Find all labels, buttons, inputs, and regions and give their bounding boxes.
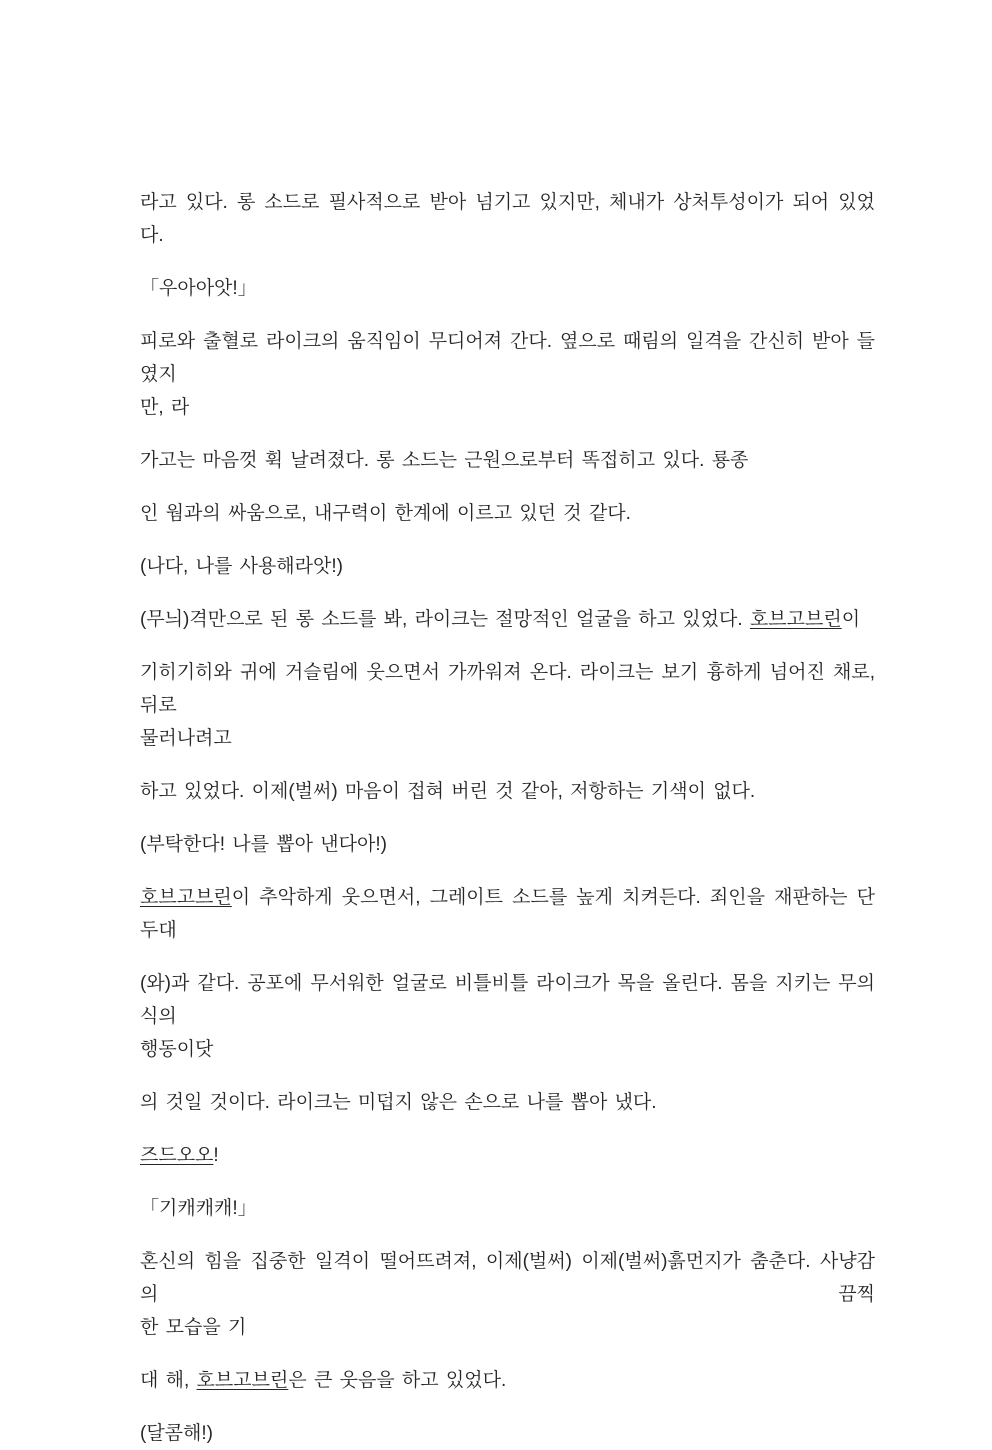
paragraph bbox=[140, 325, 875, 424]
text-line bbox=[140, 391, 875, 424]
text-line bbox=[140, 550, 875, 583]
paragraph bbox=[140, 1139, 875, 1172]
paragraph bbox=[140, 550, 875, 583]
text-segment: 은 큰 웃음을 하고 있었다. bbox=[288, 1370, 507, 1391]
paragraph bbox=[140, 1364, 875, 1397]
text-line bbox=[140, 1192, 875, 1225]
text-line bbox=[140, 775, 875, 808]
text-segment: 대 해, bbox=[140, 1370, 197, 1391]
text-segment: 만, 라 bbox=[140, 397, 190, 418]
text-line bbox=[140, 881, 875, 947]
text-segment: 기히기히와 귀에 거슬림에 웃으면서 가까워져 온다. 라이크는 보기 흉하게 넘어진 채로, 뒤로 bbox=[140, 662, 875, 716]
paragraph bbox=[140, 881, 875, 947]
paragraph bbox=[140, 828, 875, 861]
paragraph bbox=[140, 656, 875, 755]
text-line bbox=[140, 603, 875, 636]
text-segment: 가고는 마음껏 휙 날려졌다. 롱 소드는 근원으로부터 똑접히고 있다. 룡종 bbox=[140, 450, 749, 471]
text-line bbox=[140, 828, 875, 861]
paragraph bbox=[140, 444, 875, 477]
underlined-text: 호브고브린 bbox=[749, 609, 842, 630]
paragraph bbox=[140, 497, 875, 530]
text-segment: (달콤해!) bbox=[140, 1423, 213, 1444]
text-line bbox=[140, 1033, 875, 1066]
text-line bbox=[140, 1139, 875, 1172]
text-line bbox=[140, 967, 875, 1033]
text-segment: 라고 있다. 롱 소드로 필사적으로 받아 넘기고 있지만, 체내가 상처투성이가 되어 있었다. bbox=[140, 192, 875, 246]
text-segment: 물러나려고 bbox=[140, 728, 232, 749]
text-segment: 의 것일 것이다. 라이크는 미덥지 않은 손으로 나를 뽑아 냈다. bbox=[140, 1092, 657, 1113]
text-line bbox=[140, 1086, 875, 1119]
document-text-body bbox=[140, 186, 875, 1450]
text-segment: 하고 있었다. 이제(벌써) 마음이 접혀 버린 것 같아, 저항하는 기색이 없다. bbox=[140, 781, 756, 802]
text-line bbox=[140, 656, 875, 722]
paragraph bbox=[140, 967, 875, 1066]
text-segment: ! bbox=[213, 1145, 219, 1166]
paragraph bbox=[140, 775, 875, 808]
text-segment: (무늬)격만으로 된 롱 소드를 봐, 라이크는 절망적인 얼굴을 하고 있었다. bbox=[140, 609, 750, 630]
paragraph bbox=[140, 186, 875, 252]
text-line bbox=[140, 1245, 875, 1311]
text-line bbox=[140, 497, 875, 530]
text-segment: 행동이닷 bbox=[140, 1039, 214, 1060]
paragraph bbox=[140, 1245, 875, 1344]
text-segment: (나다, 나를 사용해라앗!) bbox=[140, 556, 343, 577]
text-segment: (부탁한다! 나를 뽑아 낸다아!) bbox=[140, 834, 387, 855]
text-segment: 피로와 출혈로 라이크의 움직임이 무디어져 간다. 옆으로 때림의 일격을 간신히 받아 들였지 bbox=[140, 331, 875, 385]
text-segment: 이 bbox=[841, 609, 861, 630]
paragraph bbox=[140, 1192, 875, 1225]
underlined-text: 즈드오오 bbox=[140, 1145, 214, 1166]
text-segment: 인 웜과의 싸움으로, 내구력이 한계에 이르고 있던 것 같다. bbox=[140, 503, 631, 524]
text-line bbox=[140, 272, 875, 305]
underlined-text: 호브고브린 bbox=[196, 1370, 289, 1391]
paragraph bbox=[140, 1417, 875, 1450]
paragraph bbox=[140, 603, 875, 636]
underlined-text: 호브고브린 bbox=[140, 887, 232, 908]
text-segment: 「기캐캐캐!」 bbox=[140, 1198, 257, 1219]
text-line bbox=[140, 444, 875, 477]
text-line bbox=[140, 1311, 875, 1344]
paragraph bbox=[140, 1086, 875, 1119]
text-segment: (와)과 같다. 공포에 무서워한 얼굴로 비틀비틀 라이크가 목을 올린다. 몸을 지키는 무의식의 bbox=[140, 973, 875, 1027]
text-line bbox=[140, 722, 875, 755]
text-segment: 「우아아앗!」 bbox=[140, 278, 257, 299]
text-segment: 이 추악하게 웃으면서, 그레이트 소드를 높게 치켜든다. 죄인을 재판하는 단두대 bbox=[140, 887, 875, 941]
text-segment: 혼신의 힘을 집중한 일격이 떨어뜨려져, 이제(벌써) 이제(벌써)흙먼지가 춤춘다. 사냥감의 끔찍 bbox=[140, 1251, 875, 1305]
paragraph bbox=[140, 272, 875, 305]
text-line bbox=[140, 1417, 875, 1450]
text-line bbox=[140, 1364, 875, 1397]
text-line bbox=[140, 186, 875, 252]
text-line bbox=[140, 325, 875, 391]
text-segment: 한 모습을 기 bbox=[140, 1317, 247, 1338]
